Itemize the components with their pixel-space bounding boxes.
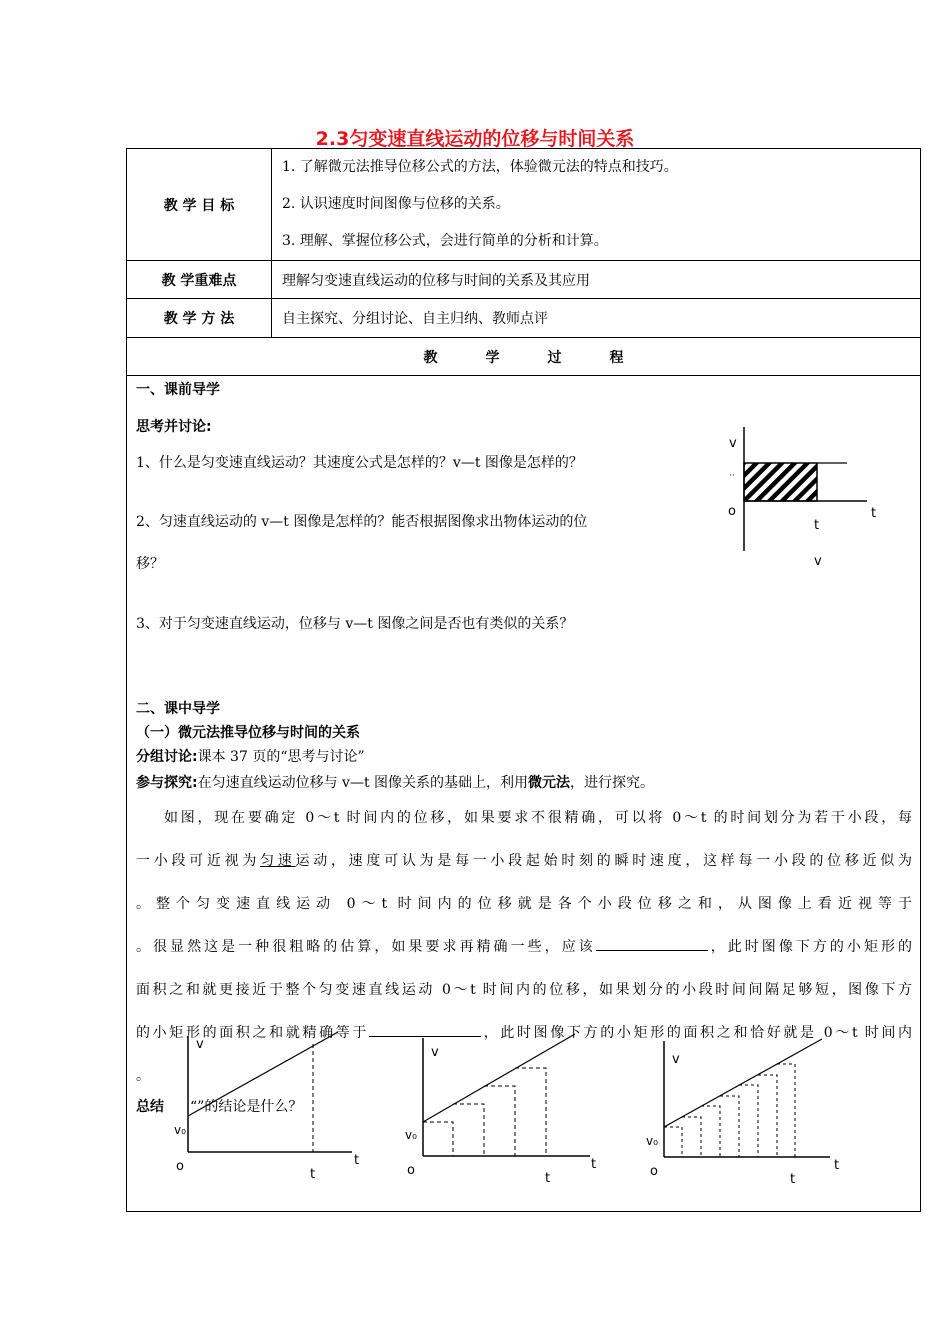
objectives-cell [272, 149, 921, 261]
t-axis-label: t [871, 506, 877, 521]
uniform-motion-graph [715, 425, 895, 575]
t-mark-label: t [310, 1167, 316, 1182]
section2-subheading: （一）微元法推导位移与时间的关系 [136, 725, 360, 741]
v0-label: v₀ [174, 1123, 186, 1137]
method-value: 自主探究、分组讨论、自主归纳、教师点评 [272, 299, 921, 338]
velocity-line [423, 1034, 575, 1122]
origin-label: o [407, 1163, 415, 1178]
section1-heading: 一、课前导学 [136, 382, 220, 398]
approx-rectangles [664, 1064, 795, 1157]
vt-graph-medium [395, 1030, 615, 1190]
para-line: 一小段可近视为匀速运动，速度可认为是每一小段起始时刻的瞬时速度，这样每一小段的位移近似为 [136, 853, 913, 869]
para-line: 。 [136, 1068, 150, 1084]
summary-line: 总结 “”的结论是什么？ [136, 1099, 303, 1115]
lesson-info-table [126, 148, 921, 376]
para-line: 。很显然这是一种很粗略的估算，如果要求再精确一些，应该 ，此时图像下方的小矩形的 [136, 939, 913, 955]
para-line: 的小矩形的面积之和就精确等于 ，此时图像下方的小矩形的面积之和恰好就是 0～t 时间内 [136, 1025, 913, 1041]
difficulty-label: 教 学重难点 [127, 261, 272, 299]
v-axis-label: v [431, 1045, 439, 1060]
t-mark-label: t [814, 518, 820, 533]
question-2-line2: 移？ [136, 556, 164, 572]
objectives-label: 教 学 目 标 [127, 149, 272, 261]
origin-label: o [176, 1159, 184, 1174]
question-1: 1、什么是匀变速直线运动？其速度公式是怎样的？v—t 图像是怎样的？ [136, 455, 583, 471]
para-line: 如图，现在要确定 0～t 时间内的位移，如果要求不很精确，可以将 0～t 的时间划分为若干小段，每 [164, 810, 912, 826]
para-line: 面积之和就更接近于整个匀变速直线运动 0～t 时间内的位移，如果划分的小段时间间隔足够短，图像下方 [136, 982, 912, 998]
v-bottom-label: v [814, 554, 822, 569]
dots-mark: ·· [729, 471, 735, 481]
fill-blank[interactable] [596, 950, 708, 951]
objective-item: 3. 理解、掌握位移公式，会进行简单的分析和计算。 [282, 233, 608, 249]
method-label: 教 学 方 法 [127, 299, 272, 338]
t-axis-label: t [834, 1158, 840, 1173]
v0-label: v₀ [405, 1128, 417, 1142]
group-discussion: 分组讨论:课本 37 页的“思考与讨论” [136, 749, 365, 765]
v-axis-label: v [729, 436, 737, 451]
t-axis-label: t [591, 1157, 597, 1172]
teaching-process-heading: 教 学 过 程 [127, 338, 921, 376]
section2-heading: 二、课中导学 [136, 701, 220, 717]
question-2-line1: 2、匀速直线运动的 v—t 图像是怎样的？能否根据图像求出物体运动的位 [136, 514, 588, 530]
vt-graph-fine [640, 1035, 860, 1195]
origin-label: o [728, 504, 736, 519]
velocity-line [664, 1039, 822, 1127]
page-title: 2.3匀变速直线运动的位移与时间关系 [315, 128, 635, 150]
section1-subheading: 思考并讨论: [136, 419, 212, 435]
question-3: 3、对于匀变速直线运动，位移与 v—t 图像之间是否也有类似的关系？ [136, 616, 574, 632]
t-axis-label: t [354, 1153, 360, 1168]
v0-label: v₀ [646, 1134, 658, 1148]
objective-item: 1. 了解微元法推导位移公式的方法，体验微元法的特点和技巧。 [282, 159, 678, 175]
objective-item: 2. 认识速度时间图像与位移的关系。 [282, 196, 510, 212]
explore-line: 参与探究:在匀速直线运动位移与 v—t 图像关系的基础上，利用微元法，进行探究。 [136, 775, 655, 791]
t-mark-label: t [545, 1171, 551, 1186]
t-mark-label: t [790, 1172, 796, 1187]
displacement-area [744, 463, 817, 501]
v-axis-label: v [672, 1052, 680, 1067]
para-line: 。整个匀变速直线运动 0～t 时间内的位移就是各个小段位移之和，从图像上看近视等于 [136, 896, 912, 912]
difficulty-value: 理解匀变速直线运动的位移与时间的关系及其应用 [272, 261, 921, 299]
origin-label: o [650, 1164, 658, 1179]
v-axis-label: v [196, 1037, 204, 1052]
